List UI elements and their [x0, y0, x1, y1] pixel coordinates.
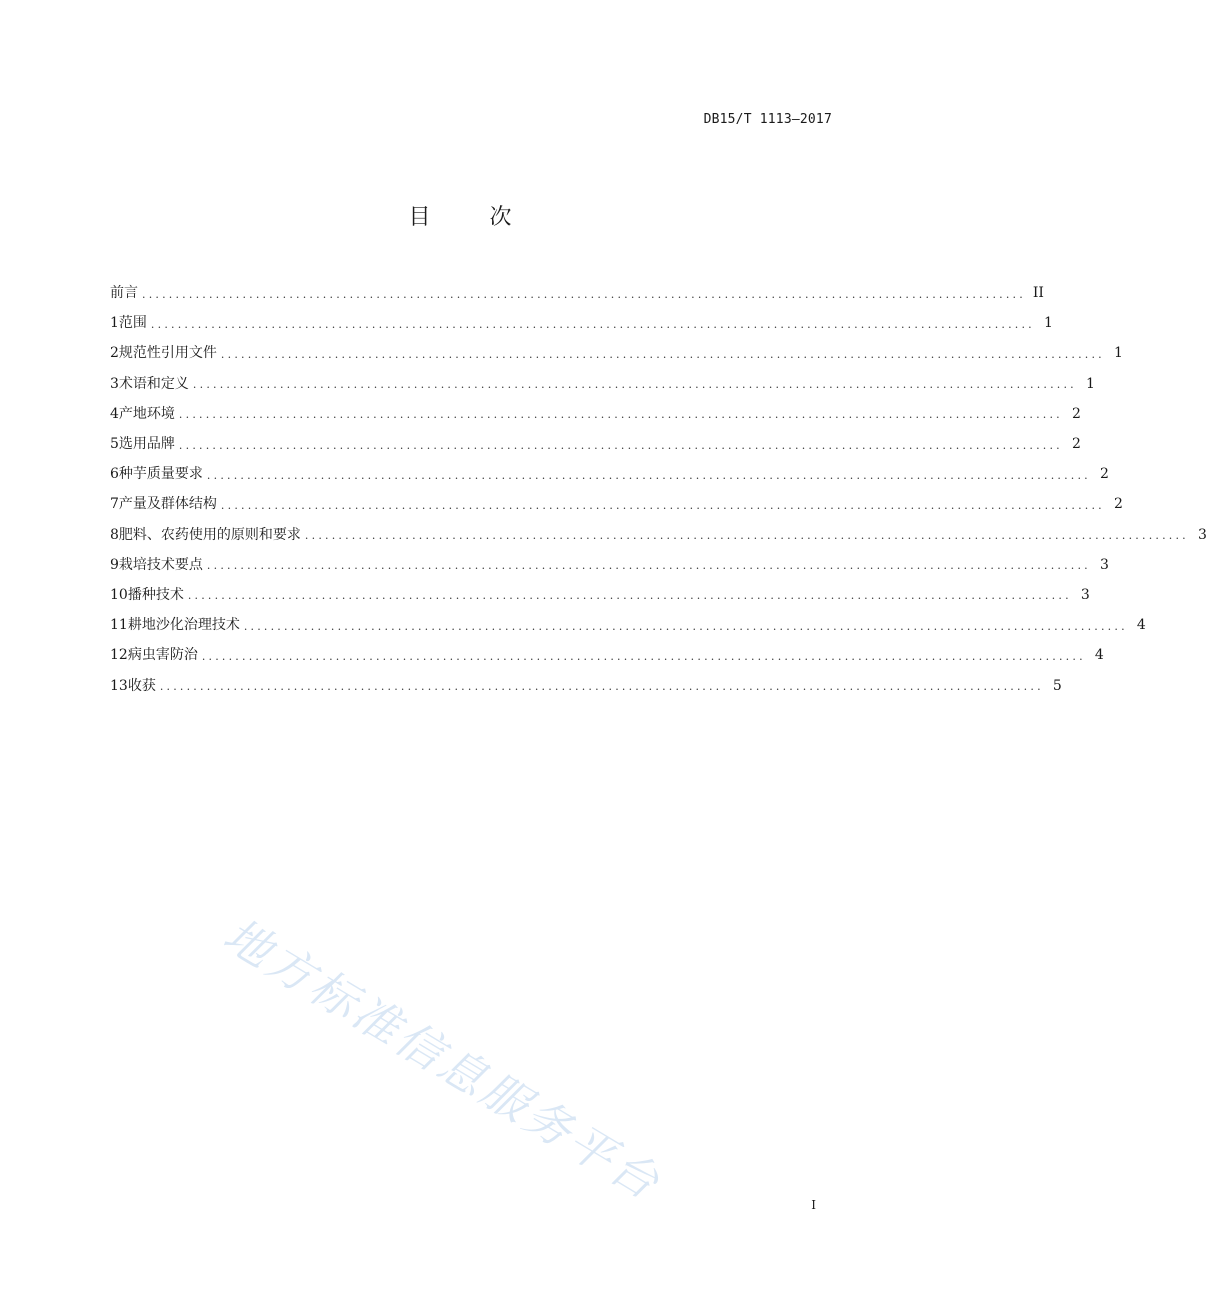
toc-entry-4[interactable] [110, 399, 1081, 429]
toc-dot-leader: .................................................................................................................................... [150, 317, 1035, 331]
toc-entry-number: 6 [110, 466, 119, 483]
toc-entry-label: 选用品牌 [118, 436, 175, 453]
toc-entry-number: 4 [110, 405, 119, 422]
toc-entry-label: 肥料、农药使用的原则和要求 [118, 526, 301, 543]
toc-entry-1[interactable] [110, 308, 1053, 338]
toc-entry-page: 2 [1113, 496, 1123, 513]
toc-entry-page: 3 [1080, 586, 1090, 603]
toc-entry-number: 12 [110, 647, 128, 664]
toc-entry-label: 种芋质量要求 [118, 466, 203, 483]
toc-entry-6[interactable] [110, 459, 1109, 489]
toc-entry-label: 播种技术 [127, 586, 184, 603]
toc-entry-number: 5 [110, 436, 119, 453]
toc-entry-label: 栽培技术要点 [118, 556, 203, 573]
toc-dot-leader: .................................................................................................................................... [187, 589, 1072, 603]
toc-dot-leader: .................................................................................................................................... [201, 649, 1086, 663]
toc-entry-label: 范围 [118, 315, 147, 332]
toc-entry-label: 病虫害防治 [127, 647, 198, 664]
toc-dot-leader: .................................................................................................................................... [178, 408, 1063, 422]
table-of-contents [110, 278, 1207, 701]
toc-entry-number: 11 [110, 617, 128, 634]
toc-entry-page: 1 [1043, 315, 1053, 332]
toc-entry-5[interactable] [110, 429, 1081, 459]
toc-entry-label: 规范性引用文件 [118, 345, 217, 362]
toc-dot-leader: .................................................................................................................................... [220, 347, 1105, 361]
page-title: 目 次 [408, 205, 538, 230]
toc-dot-leader: .................................................................................................................................... [192, 378, 1077, 392]
toc-entry-number: 3 [110, 375, 119, 392]
toc-entry-page: 3 [1197, 526, 1207, 543]
toc-dot-leader: .................................................................................................................................... [206, 559, 1091, 573]
toc-entry-3[interactable] [110, 369, 1095, 399]
toc-entry-foreword[interactable] [110, 278, 1044, 308]
toc-entry-label: 耕地沙化治理技术 [127, 617, 240, 634]
toc-entry-page: 5 [1052, 677, 1062, 694]
toc-entry-label: 收获 [127, 677, 156, 694]
page-number: I [811, 1198, 816, 1212]
toc-entry-page: 2 [1071, 405, 1081, 422]
toc-entry-7[interactable] [110, 489, 1123, 519]
toc-entry-11[interactable] [110, 610, 1146, 640]
standard-code: DB15/T 1113—2017 [703, 112, 832, 127]
toc-entry-number: 2 [110, 345, 119, 362]
toc-entry-label: 产地环境 [118, 405, 175, 422]
toc-entry-page: II [1032, 285, 1044, 302]
toc-entry-page: 2 [1099, 466, 1109, 483]
toc-entry-8[interactable] [110, 520, 1207, 550]
toc-dot-leader: .................................................................................................................................... [159, 680, 1044, 694]
watermark: 地方标准信息服务平台 [214, 907, 671, 1212]
toc-entry-13[interactable] [110, 670, 1062, 700]
toc-entry-12[interactable] [110, 640, 1104, 670]
toc-dot-leader: .................................................................................................................................... [178, 438, 1063, 452]
toc-entry-number: 7 [110, 496, 119, 513]
toc-entry-10[interactable] [110, 580, 1090, 610]
toc-entry-9[interactable] [110, 550, 1109, 580]
toc-entry-page: 4 [1094, 647, 1104, 664]
toc-entry-number: 9 [110, 556, 119, 573]
toc-dot-leader: .................................................................................................................................... [142, 287, 1026, 301]
toc-entry-number: 8 [110, 526, 119, 543]
toc-dot-leader: .................................................................................................................................... [304, 529, 1189, 543]
toc-dot-leader: .................................................................................................................................... [220, 498, 1105, 512]
toc-entry-label: 产量及群体结构 [118, 496, 217, 513]
toc-entry-page: 2 [1071, 436, 1081, 453]
toc-entry-label: 前言 [110, 285, 138, 302]
toc-entry-2[interactable] [110, 338, 1123, 368]
toc-entry-page: 4 [1136, 617, 1146, 634]
toc-entry-page: 3 [1099, 556, 1109, 573]
toc-dot-leader: .................................................................................................................................... [243, 619, 1128, 633]
toc-entry-number: 1 [110, 315, 119, 332]
toc-entry-label: 术语和定义 [118, 375, 189, 392]
toc-entry-number: 13 [110, 677, 128, 694]
toc-dot-leader: .................................................................................................................................... [206, 468, 1091, 482]
toc-entry-page: 1 [1113, 345, 1123, 362]
toc-entry-number: 10 [110, 586, 128, 603]
toc-entry-page: 1 [1085, 375, 1095, 392]
